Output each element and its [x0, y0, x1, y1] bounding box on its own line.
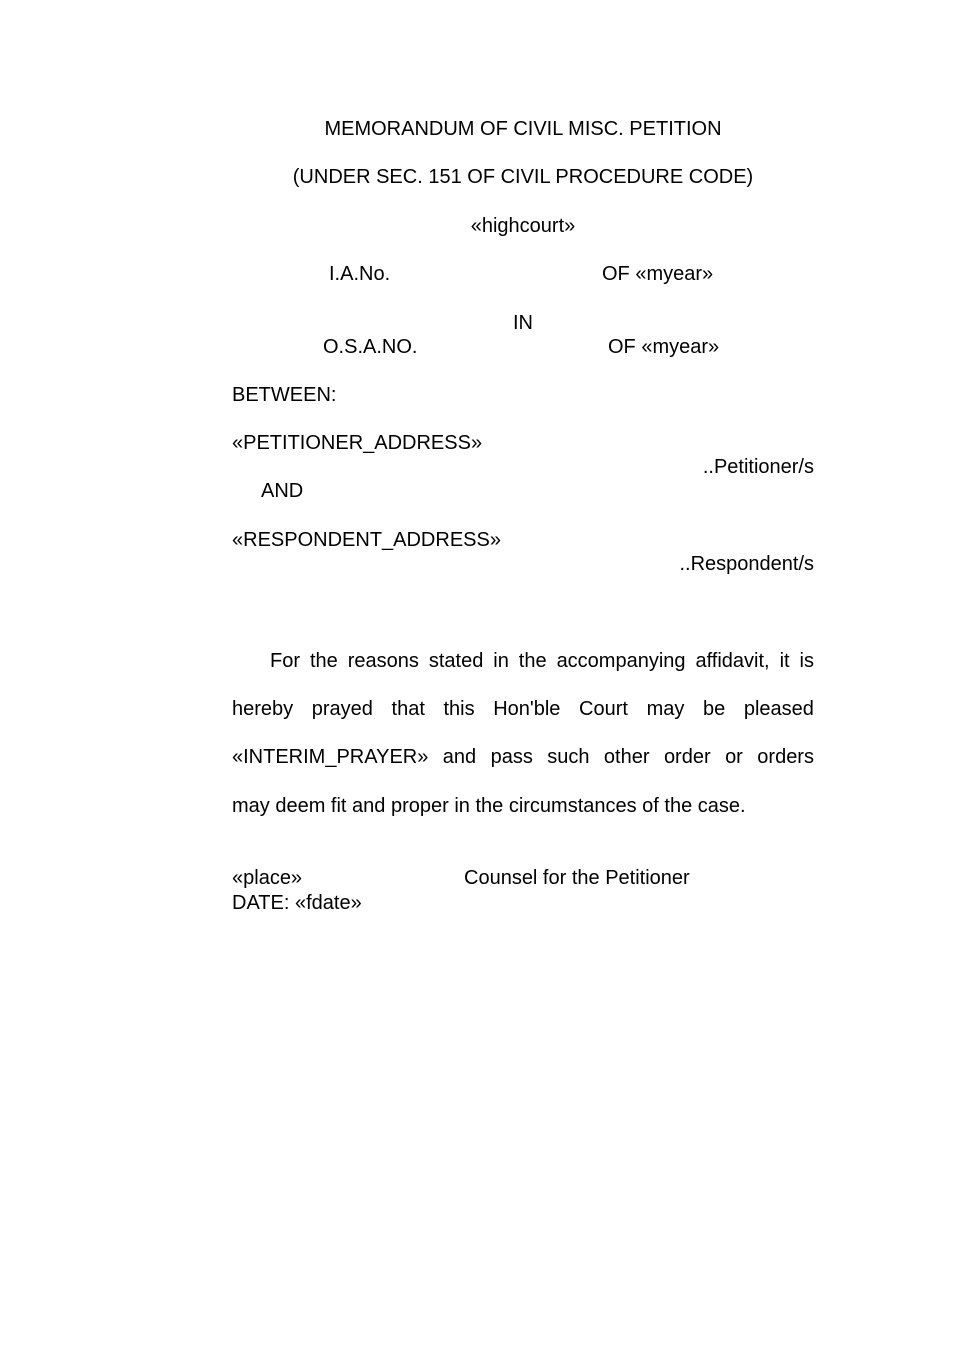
prayer-word: and — [442, 746, 477, 768]
ia-number-label: I.A.No. — [329, 263, 391, 285]
prayer-word: Court — [579, 698, 628, 720]
prayer-word: it — [779, 650, 790, 672]
prayer-word: accompanying — [556, 650, 686, 672]
prayer-word: that — [391, 698, 425, 720]
prayer-word: may — [646, 698, 685, 720]
prayer-word: such — [547, 746, 590, 768]
prayer-word: reasons — [347, 650, 419, 672]
counsel-signature-label: Counsel for the Petitioner — [464, 867, 690, 889]
prayer-word: prayed — [311, 698, 373, 720]
prayer-line-4: may deem fit and proper in the circumstances of the case. — [232, 795, 746, 817]
and-label: AND — [261, 480, 304, 502]
petitioner-label: ..Petitioner/s — [702, 456, 814, 478]
prayer-line-1 — [270, 649, 814, 673]
prayer-word: For — [270, 650, 300, 672]
prayer-word: orders — [757, 746, 814, 768]
prayer-word: pleased — [743, 698, 814, 720]
petitioner-address: «PETITIONER_ADDRESS» — [232, 432, 483, 454]
prayer-word: hereby — [232, 698, 294, 720]
prayer-word: or — [725, 746, 743, 768]
prayer-word: order — [663, 746, 711, 768]
respondent-label: ..Respondent/s — [679, 553, 814, 575]
between-label: BETWEEN: — [232, 384, 337, 406]
prayer-word: is — [799, 650, 814, 672]
prayer-line-2 — [232, 697, 814, 721]
prayer-word: pass — [490, 746, 533, 768]
prayer-word: the — [309, 650, 338, 672]
respondent-address: «RESPONDENT_ADDRESS» — [232, 529, 501, 551]
prayer-word: this — [443, 698, 475, 720]
date-line: DATE: «fdate» — [232, 892, 362, 914]
prayer-word: stated — [428, 650, 484, 672]
document-title: MEMORANDUM OF CIVIL MISC. PETITION — [324, 118, 722, 140]
document-subtitle: (UNDER SEC. 151 OF CIVIL PROCEDURE CODE) — [292, 166, 754, 188]
prayer-line-3 — [232, 745, 814, 769]
court-name: «highcourt» — [470, 215, 576, 237]
prayer-word: in — [493, 650, 509, 672]
place: «place» — [232, 867, 303, 889]
prayer-word: the — [518, 650, 547, 672]
prayer-word: Hon'ble — [493, 698, 561, 720]
ia-year: OF «myear» — [602, 263, 714, 285]
osa-year: OF «myear» — [608, 336, 720, 358]
osa-number-label: O.S.A.NO. — [323, 336, 418, 358]
prayer-word: other — [603, 746, 650, 768]
in-label: IN — [513, 312, 533, 334]
prayer-word: affidavit, — [695, 650, 770, 672]
prayer-word: be — [702, 698, 726, 720]
prayer-word: «INTERIM_PRAYER» — [232, 746, 429, 768]
